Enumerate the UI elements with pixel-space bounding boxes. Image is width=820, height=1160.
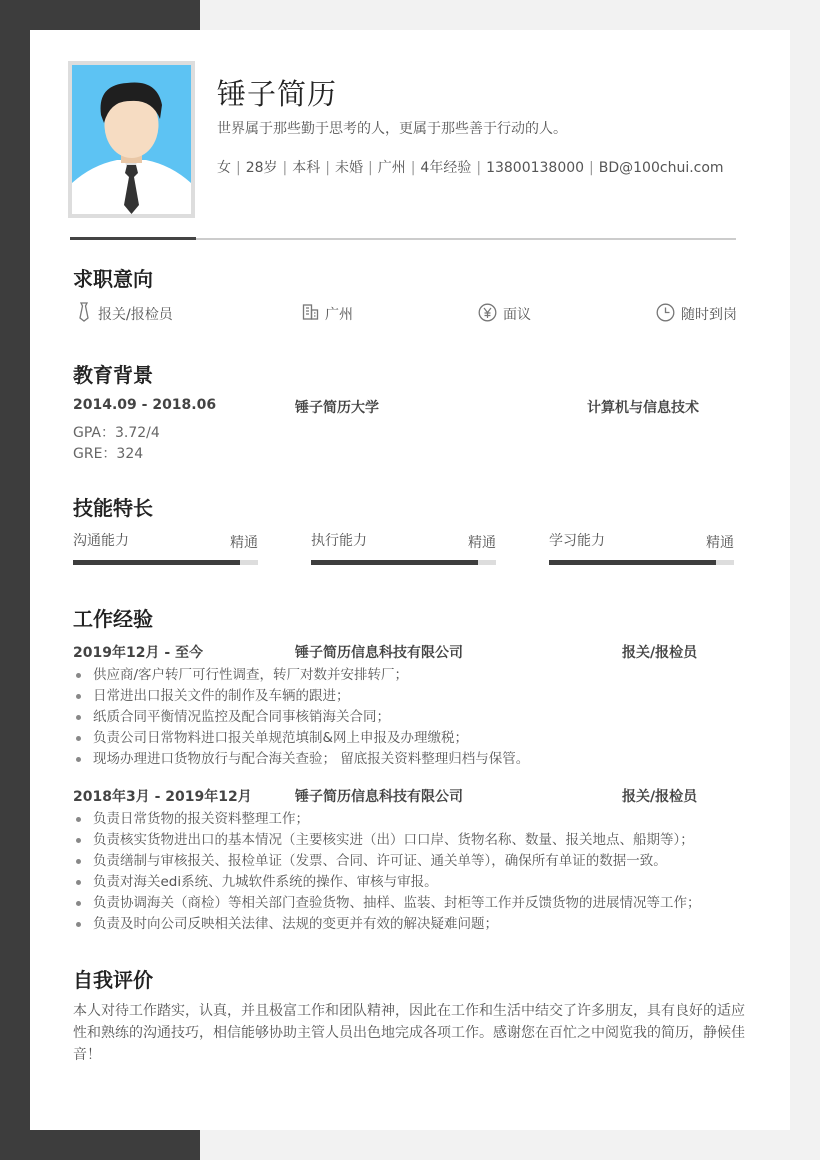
skill-item <box>549 530 734 570</box>
list-item: 纸质合同平衡情况监控及配合同事核销海关合同； <box>73 707 529 728</box>
resume-name: 锤子简历 <box>217 77 338 111</box>
job-duties-list <box>73 665 529 770</box>
intent-city <box>302 303 353 325</box>
building-icon <box>302 303 325 325</box>
intent-position-label: 报关/报检员 <box>98 307 173 323</box>
section-title-education: 教育背景 <box>73 363 153 387</box>
info-city: 广州 <box>377 160 406 176</box>
header-divider-accent <box>70 237 196 240</box>
skill-item <box>73 530 258 570</box>
self-eval-text: 本人对待工作踏实，认真，并且极富工作和团队精神，因此在工作和生活中结交了许多朋友，具有良好的适应性和熟练的沟通技巧，相信能够协助主管人员出色地完成各项工作。感谢您在百忙之中阅览我的简历，静候佳音！ <box>73 1003 745 1063</box>
skill-bar <box>73 560 258 565</box>
skill-level: 精通 <box>230 535 258 551</box>
list-item: 日常进出口报关文件的制作及车辆的跟进； <box>73 686 529 707</box>
education-major: 计算机与信息技术 <box>587 400 699 416</box>
skill-bar <box>311 560 496 565</box>
list-item: 现场办理进口货物放行与配合海关查验； 留底报关资料整理归档与保管。 <box>73 749 529 770</box>
intent-availability <box>656 303 737 325</box>
intent-salary-label: 面议 <box>503 307 531 323</box>
list-item: 供应商/客户转厂可行性调查，转厂对数并安排转厂； <box>73 665 529 686</box>
list-item: 负责及时向公司反映相关法律、法规的变更并有效的解决疑难问题； <box>73 914 701 935</box>
job-date: 2018年3月 - 2019年12月 <box>73 789 252 805</box>
yen-icon <box>478 303 503 326</box>
info-email: BD@100chui.com <box>598 160 724 176</box>
list-item: 负责公司日常物料进口报关单规范填制&网上申报及办理缴税； <box>73 728 529 749</box>
education-gpa: GPA：3.72/4 <box>73 425 160 441</box>
job-company: 锤子简历信息科技有限公司 <box>295 645 463 661</box>
info-experience: 4年经验 <box>420 160 472 176</box>
skill-name: 学习能力 <box>549 533 605 549</box>
avatar <box>68 61 195 218</box>
job-duties-list <box>73 809 701 935</box>
section-title-self-eval: 自我评价 <box>73 968 153 992</box>
job-company: 锤子简历信息科技有限公司 <box>295 789 463 805</box>
skill-level: 精通 <box>706 535 734 551</box>
info-gender: 女 <box>217 160 231 176</box>
info-phone: 13800138000 <box>486 160 585 176</box>
education-date: 2014.09 - 2018.06 <box>73 397 217 413</box>
info-age: 28岁 <box>245 160 278 176</box>
list-item: 负责对海关edi系统、九城软件系统的操作、审核与审报。 <box>73 872 701 893</box>
info-degree: 本科 <box>292 160 321 176</box>
skill-bar-fill <box>549 560 716 565</box>
info-marital: 未婚 <box>334 160 363 176</box>
list-item: 负责协调海关（商检）等相关部门查验货物、抽样、监装、封柜等工作并反馈货物的进展情况等工作； <box>73 893 701 914</box>
header-divider <box>196 238 736 240</box>
skill-bar <box>549 560 734 565</box>
job-role: 报关/报检员 <box>622 645 698 661</box>
section-title-intention: 求职意向 <box>73 267 153 291</box>
skill-item <box>311 530 496 570</box>
skill-name: 执行能力 <box>311 533 367 549</box>
education-gre: GRE：324 <box>73 446 144 462</box>
personal-info: 女 | 28岁 | 本科 | 未婚 | 广州 | 4年经验 | 13800138000 | BD@100chui.com <box>217 160 724 176</box>
tie-icon <box>76 302 98 326</box>
intent-salary <box>478 303 531 325</box>
resume-motto: 世界属于那些勤于思考的人，更属于那些善于行动的人。 <box>217 121 567 137</box>
clock-icon <box>656 303 681 326</box>
intent-availability-label: 随时到岗 <box>681 307 737 323</box>
education-school: 锤子简历大学 <box>295 400 379 416</box>
job-date: 2019年12月 - 至今 <box>73 645 204 661</box>
job-role: 报关/报检员 <box>622 789 698 805</box>
intent-position <box>76 303 173 325</box>
section-title-work: 工作经验 <box>73 607 153 631</box>
intent-city-label: 广州 <box>325 307 353 323</box>
list-item: 负责核实货物进出口的基本情况（主要核实进（出）口口岸、货物名称、数量、报关地点、船期等）； <box>73 830 701 851</box>
skill-name: 沟通能力 <box>73 533 129 549</box>
avatar-illustration <box>72 65 191 214</box>
section-title-skills: 技能特长 <box>73 496 153 520</box>
skill-bar-fill <box>73 560 240 565</box>
skill-level: 精通 <box>468 535 496 551</box>
list-item: 负责缮制与审核报关、报检单证（发票、合同、许可证、通关单等），确保所有单证的数据一致。 <box>73 851 701 872</box>
skill-bar-fill <box>311 560 478 565</box>
list-item: 负责日常货物的报关资料整理工作； <box>73 809 701 830</box>
